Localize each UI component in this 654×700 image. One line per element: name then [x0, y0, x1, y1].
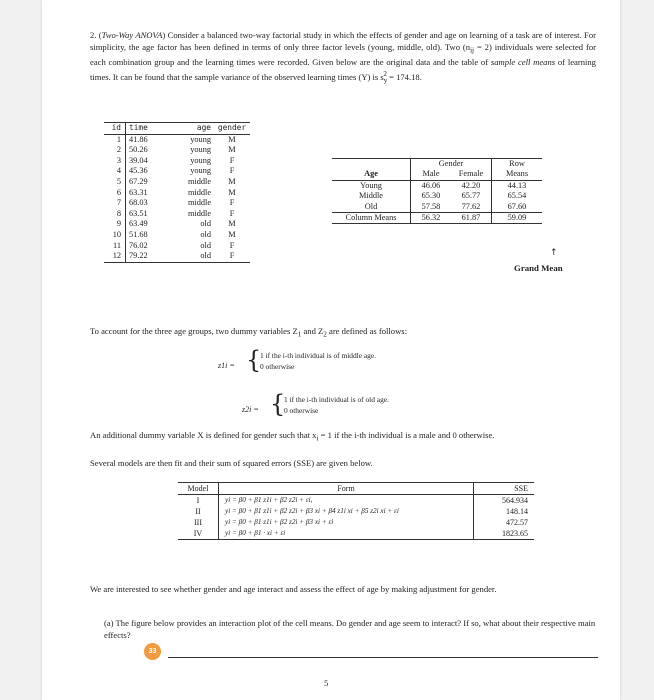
means-header-1	[332, 159, 542, 170]
data-row	[104, 209, 250, 220]
cell-age: middle	[187, 198, 211, 208]
cell-time: 63.51	[129, 208, 148, 218]
row-label: Row	[492, 159, 543, 170]
problem-intro	[90, 30, 596, 87]
brace-icon: {	[270, 390, 286, 418]
cell-time: 51.68	[129, 229, 148, 239]
cell-sse: 148.14	[474, 506, 535, 517]
cell-gender: F	[229, 166, 235, 176]
cell-age: old	[166, 251, 214, 262]
data-row	[104, 188, 250, 199]
cell-time: 79.22	[126, 251, 167, 262]
cell-id: 9	[104, 219, 126, 230]
z2-case-1: 1 if the i-th individual is of old age.	[284, 395, 389, 404]
sub-ij: ij	[470, 46, 475, 55]
data-row	[104, 198, 250, 209]
cell-age: young	[190, 145, 211, 155]
means-row-column	[332, 213, 542, 224]
cell-gender: F	[229, 208, 235, 218]
cell-age: young	[190, 134, 211, 144]
female-label: Female	[451, 169, 492, 180]
header-age: age	[166, 123, 214, 135]
cell-id: 3	[104, 156, 126, 167]
cell-model: III	[178, 517, 219, 528]
cell-model: I	[178, 495, 219, 507]
interaction-paragraph: We are interested to see whether gender and age interact and assess the effect of age by making adjustment for gender.	[90, 584, 497, 594]
intro-text-2: = 2) individuals were selected for each combination group and the learning times were recorded. Given below are the original data and the table of	[90, 41, 596, 67]
z1-case-1: 1 if the i-th individual is of middle age.	[260, 351, 376, 360]
cell-gender: F	[229, 240, 235, 250]
sub-2: 2	[323, 330, 327, 339]
data-table	[104, 122, 250, 263]
cell-time: 39.04	[129, 155, 148, 165]
cell-id: 11	[104, 241, 126, 252]
cell-time: 63.49	[129, 219, 148, 229]
middle-female: 65.77	[461, 191, 481, 201]
cell-time: 50.26	[129, 145, 148, 155]
cell-gender: F	[214, 251, 250, 262]
model-row	[178, 528, 534, 540]
header-model: Model	[178, 483, 219, 495]
intro-text-4: = 174.18.	[386, 71, 422, 82]
means-row-old	[332, 202, 542, 213]
models-table	[178, 482, 534, 540]
cell-id: 4	[104, 166, 126, 177]
z1-lhs: z1i =	[218, 361, 235, 370]
arrow-up-icon: ↑	[550, 248, 558, 258]
cell-sse: 564.934	[474, 495, 535, 507]
young-mean: 44.13	[492, 180, 543, 191]
middle-mean: 65.54	[492, 191, 543, 201]
cell-time: 76.02	[129, 240, 148, 250]
cell-gender: F	[229, 155, 235, 165]
data-row	[104, 241, 250, 252]
data-row	[104, 230, 250, 241]
blank-cell	[332, 159, 411, 170]
header-sse: SSE	[474, 483, 535, 495]
cell-age: middle	[187, 208, 211, 218]
age-middle: Middle	[332, 191, 411, 201]
data-row	[104, 156, 250, 167]
means-header-2	[332, 169, 542, 180]
column-means-label: Column Means	[332, 213, 411, 224]
age-label: Age	[332, 169, 411, 180]
grand-mean-label: Grand Mean	[514, 263, 563, 273]
models-intro: Several models are then fit and their sum of squared errors (SSE) are given below.	[90, 458, 373, 468]
cell-age: middle	[187, 187, 211, 197]
grand-mean-value: 59.09	[492, 213, 543, 224]
means-label: Means	[492, 169, 543, 180]
brace-icon: {	[246, 346, 262, 374]
intro-italic: sample cell means	[490, 56, 556, 67]
sub-1: 1	[297, 330, 302, 339]
z2-cases	[284, 394, 389, 416]
cell-id: 7	[104, 198, 126, 209]
cell-age: young	[190, 155, 211, 165]
cell-form: yi = β0 + β1 z1i + β2 z2i + β3 xi + β4 z1i xi + β5 z2i xi + εi	[225, 507, 399, 515]
intro-text-3: of learning times. It can be found that the sample variance of the observed learning times (Y) is s	[90, 56, 596, 82]
models-table-body	[178, 495, 534, 540]
models-header	[178, 483, 534, 495]
cell-gender: M	[228, 229, 236, 239]
cell-gender: F	[229, 198, 235, 208]
z2-case-2: 0 otherwise	[284, 406, 319, 415]
column-female: 61.87	[451, 213, 492, 224]
cell-gender: M	[228, 187, 236, 197]
dummy-text-3: are defined as follows:	[326, 326, 408, 336]
z1-case-2: 0 otherwise	[260, 362, 295, 371]
data-table-body	[104, 134, 250, 262]
cell-age: old	[200, 219, 211, 229]
sup-2: 2	[383, 69, 387, 78]
header-gender: gender	[214, 123, 250, 135]
cell-id: 12	[104, 251, 126, 262]
gender-label: Gender	[411, 159, 492, 170]
dummy-text-2: and Z	[301, 326, 324, 336]
header-id: id	[104, 123, 126, 135]
means-row-young	[332, 180, 542, 191]
problem-number: 2. (	[90, 30, 102, 40]
cell-id: 10	[104, 230, 126, 241]
data-row	[104, 219, 250, 230]
dummy-intro	[90, 326, 596, 341]
cell-time: 45.36	[129, 166, 148, 176]
sub-y: y	[383, 76, 388, 85]
old-female: 77.62	[451, 202, 492, 213]
cell-model: II	[178, 506, 219, 517]
sub-i: i	[316, 434, 319, 443]
old-mean: 67.60	[492, 202, 543, 213]
young-male: 46.06	[421, 180, 441, 190]
intro-text-1: ) Consider a balanced two-way factorial study in which the effects of gender and age on learning of a task are of interest. For simplicity, the age factor has been defined in terms of only three factor levels (young, middle, old). Two (n	[90, 30, 596, 52]
data-row	[104, 134, 250, 145]
cell-time: 41.86	[129, 134, 148, 144]
z2-lhs: z2i =	[242, 405, 259, 414]
problem-title: Two-Way ANOVA	[101, 30, 163, 40]
cell-id: 8	[104, 209, 126, 220]
model-row	[178, 506, 534, 517]
cell-sse: 472.57	[474, 517, 535, 528]
z1-cases	[260, 350, 376, 372]
header-time: time	[126, 123, 167, 135]
data-row	[104, 166, 250, 177]
cell-gender: M	[228, 134, 236, 144]
age-old: Old	[332, 202, 411, 213]
age-young: Young	[332, 180, 411, 191]
data-table-header	[104, 123, 250, 135]
data-row	[104, 251, 250, 262]
cell-age: old	[200, 240, 211, 250]
question-a: (a) The figure below provides an interaction plot of the cell means. Do gender and age seem to interact? If so, what about their respective main effects?	[104, 618, 596, 640]
cell-gender: M	[228, 219, 236, 229]
column-male: 56.32	[411, 213, 452, 224]
cell-time: 67.29	[129, 176, 148, 186]
page-number: 5	[324, 678, 329, 688]
cell-gender: M	[228, 176, 236, 186]
answer-line[interactable]	[168, 657, 598, 658]
cell-id: 1	[104, 134, 126, 145]
means-row-middle	[332, 191, 542, 201]
middle-male: 65.30	[421, 191, 441, 201]
cell-sse: 1823.65	[474, 528, 535, 540]
cell-id: 2	[104, 145, 126, 156]
cell-means-table	[332, 158, 542, 224]
cell-model: IV	[178, 528, 219, 540]
x-text-2: = 1 if the i-th individual is a male and 0 otherwise.	[318, 430, 495, 440]
answer-count-badge[interactable]: 33	[144, 643, 161, 660]
cell-form: yi = β0 + β1 z1i + β2 z2i + εi,	[225, 496, 313, 504]
header-form: Form	[219, 483, 474, 495]
cell-age: middle	[187, 176, 211, 186]
young-female: 42.20	[461, 180, 481, 190]
cell-form: yi = β0 + β1 z1i + β2 z2i + β3 xi + εi	[225, 518, 334, 526]
data-row	[104, 145, 250, 156]
cell-gender: M	[228, 145, 236, 155]
dummy-text-1: To account for the three age groups, two dummy variables Z	[90, 326, 298, 336]
cell-age: young	[190, 166, 211, 176]
cell-time: 63.31	[129, 187, 148, 197]
data-row	[104, 177, 250, 188]
old-male: 57.58	[411, 202, 452, 213]
cell-time: 68.03	[129, 198, 148, 208]
male-label: Male	[411, 169, 452, 180]
model-row	[178, 495, 534, 507]
x-definition	[90, 430, 596, 445]
cell-age: old	[200, 229, 211, 239]
cell-form: yi = β0 + β1 · xi + εi	[219, 528, 474, 540]
model-row	[178, 517, 534, 528]
cell-id: 6	[104, 188, 126, 199]
document-page	[42, 0, 620, 700]
x-text-1: An additional dummy variable X is defined for gender such that x	[90, 430, 317, 440]
cell-id: 5	[104, 177, 126, 188]
